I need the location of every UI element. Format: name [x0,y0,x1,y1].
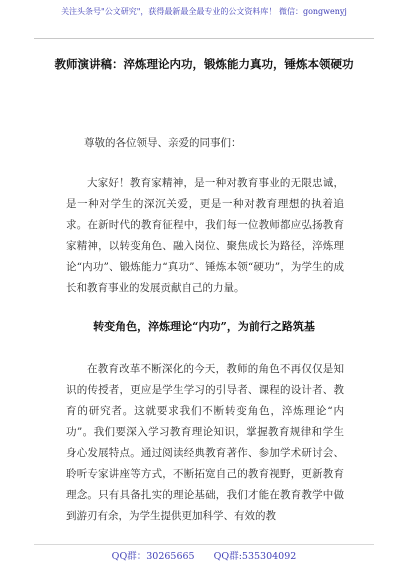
salutation: 尊敬的各位领导、亲爱的同事们： [84,137,242,149]
section-heading: 转变角色，淬炼理论“内功”，为前行之路筑基 [93,320,315,333]
footer [0,548,408,562]
header-divider [34,38,374,39]
footer-divider [34,544,374,545]
paragraph-body: 在教育改革不断深化的今天，教师的角色不再仅仅是知识的传授者，更应是学生学习的引导者、课程的设计者、教育的研究者。这就要求我们不断转变角色，淬炼理论“内功”。我们要深入学习教育理论知识，掌握教育规律和学生身心发展特点。通过阅读经典教育著作、参加学术研讨会、聆听专家讲座等方式，不断拓宽自己的教育视野，更新教育理念。只有具备扎实的理论基础，我们才能在教育教学中做到游刃有余，为学生提供更加科学、有效的教 [66,363,344,522]
paragraph-intro: 大家好！教育家精神，是一种对教育事业的无限忠诚，是一种对学生的深沉关爱，更是一种对教育理想的执着追求。在新时代的教育征程中，我们每一位教师都应弘扬教育家精神，以转变角色、融入岗位、聚焦成长为路径，淬炼理论“内功”、锻炼能力“真功”、锤炼本领“硬功”，为学生的成长和教育事业的发展贡献自己的力量。 [66,177,344,294]
footer-qq-group-2[interactable]: QQ群:535304092 [213,551,297,562]
document-title: 教师演讲稿：淬炼理论内功，锻炼能力真功，锤炼本领硬功 [54,57,354,71]
footer-qq-group-1[interactable]: QQ群：30265665 [111,551,195,562]
header-notice[interactable]: 关注头条号"公文研究"，获得最新最全最专业的公文资料库！ 微信：gongwenyj [61,7,347,16]
